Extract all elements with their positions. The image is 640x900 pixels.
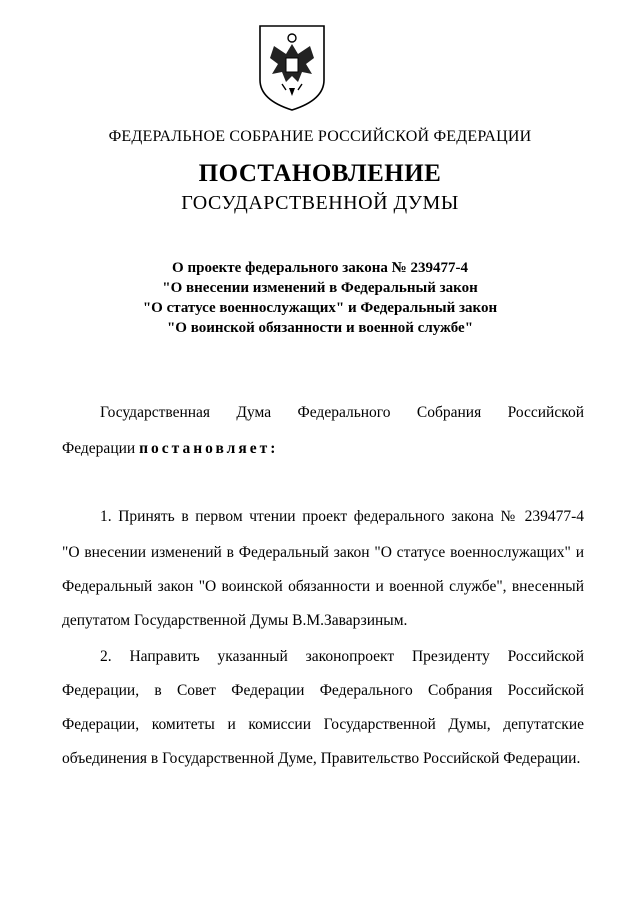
- item-1-line: депутатом Государственной Думы В.М.Заварзиным.: [62, 612, 408, 629]
- item-2-line: Федерации, в Совет Федерации Федерального Собрания Российской: [62, 682, 584, 699]
- item-1-line: Федеральный закон "О воинской обязанности и военной службе", внесенный: [62, 578, 584, 595]
- item-2-line: Федерации, комитеты и комиссии Государственной Думы, депутатские: [62, 716, 584, 733]
- item-1-line: "О внесении изменений в Федеральный закон "О статусе военнослужащих" и: [62, 544, 584, 561]
- coat-of-arms-icon: [256, 24, 328, 112]
- item-2-line: 2. Направить указанный законопроект Президенту Российской: [100, 648, 584, 665]
- subject-line: "О внесении изменений в Федеральный закон: [162, 280, 478, 296]
- preamble-line: Государственная Дума Федерального Собрания Российской: [100, 404, 584, 421]
- document-type-title: ПОСТАНОВЛЕНИЕ: [198, 160, 442, 187]
- subject-line: О проекте федерального закона № 239477-4: [172, 260, 468, 276]
- document-issuer: ГОСУДАРСТВЕННОЙ ДУМЫ: [181, 192, 459, 214]
- preamble-line: [62, 440, 278, 458]
- resolution-verb: постановляет:: [139, 440, 279, 457]
- document-subject: [0, 258, 640, 338]
- subject-line: "О статусе военнослужащих" и Федеральный закон: [142, 300, 498, 316]
- subject-line: "О воинской обязанности и военной службе": [166, 320, 474, 336]
- preamble-text: Федерации: [62, 440, 140, 457]
- item-2-line: объединения в Государственной Думе, Правительство Российской Федерации.: [62, 750, 581, 767]
- organization-name: ФЕДЕРАЛЬНОЕ СОБРАНИЕ РОССИЙСКОЙ ФЕДЕРАЦИИ: [108, 128, 532, 145]
- item-1-line: 1. Принять в первом чтении проект федерального закона № 239477-4: [100, 508, 584, 525]
